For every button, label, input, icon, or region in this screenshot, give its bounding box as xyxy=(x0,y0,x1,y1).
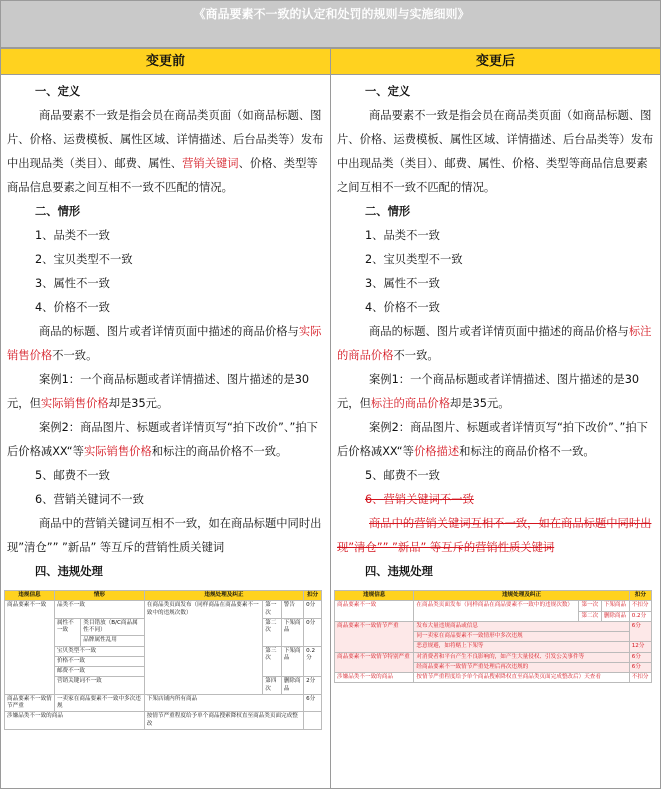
changed-text: 实际销售价格 xyxy=(7,325,322,362)
situations-heading: 二、情形 xyxy=(365,205,411,218)
case-2: 案例2：商品图片、标题或者详情页写“拍下改价”、”拍下后价格减XX“等价格描述和标注的商品价格不一致。 xyxy=(337,421,648,458)
table-header: 情形 xyxy=(54,591,144,601)
definition-heading: 一、定义 xyxy=(35,85,81,98)
violation-heading: 四、违规处理 xyxy=(35,565,103,578)
table-row: 商品要素不一致情节严重 发布大量违规商品或信息 6分 xyxy=(335,621,652,631)
before-violation-table xyxy=(4,590,322,730)
case-1: 案例1：一个商品标题或者详情描述、图片描述的是30元，但标注的商品价格却是35元。 xyxy=(337,373,640,410)
keyword-paragraph: 商品中的营销关键词互相不一致，如在商品标题中同时出现”清仓”” ”新品” 等互斥的营销性质关键词 xyxy=(7,517,322,554)
deleted-item: 6、营销关键词不一致 xyxy=(365,493,474,506)
situation-item: 5、邮费不一致 xyxy=(35,469,110,482)
table-header: 扣分 xyxy=(304,591,322,601)
table-row: 经商品要素不一致情节严重处理后再次违规的 6分 xyxy=(335,662,652,672)
table-row: 宝贝类型不一致 第三次 下架商品 0.2分 xyxy=(5,646,322,656)
violation-heading: 四、违规处理 xyxy=(365,565,433,578)
table-row: 恶意规避，如将赌上下架等 12分 xyxy=(335,642,652,652)
situations-heading: 二、情形 xyxy=(35,205,81,218)
table-row: 价格不一致 xyxy=(5,656,322,666)
changed-text: 价格描述 xyxy=(413,445,460,458)
case-1: 案例1：一个商品标题或者详情描述、图片描述的是30元，但实际销售价格却是35元。 xyxy=(7,373,310,410)
table-header: 违规处理及纠正 xyxy=(414,591,629,601)
table-row: 涉嫌品类不一致的商品 按情节严重程度给予单个商品搜索降权直至商品类页面完成整改 xyxy=(5,712,322,730)
situation-item: 3、属性不一致 xyxy=(35,277,110,290)
situation-item: 2、宝贝类型不一致 xyxy=(365,253,463,266)
price-paragraph: 商品的标题、图片或者详情页面中描述的商品价格与实际销售价格不一致。 xyxy=(7,325,322,362)
after-violation-table xyxy=(334,590,652,683)
case-2: 案例2：商品图片、标题或者详情页写“拍下改价”、”拍下后价格减XX“等实际销售价格和标注的商品价格不一致。 xyxy=(7,421,318,458)
situation-item: 5、邮费不一致 xyxy=(365,469,440,482)
table-row: 邮费不一致 xyxy=(5,667,322,677)
definition-text: 商品要素不一致是指会员在商品类页面（如商品标题、图片、价格、运费模板、属性区域、详情描述、后台品类等）发布中出现品类（类目）、邮费、属性、营销关键词、价格、类型等商品信息要素之间互相不一致不匹配的情况。 xyxy=(7,109,324,194)
changed-text: 实际销售价格 xyxy=(83,445,152,458)
situation-item: 1、品类不一致 xyxy=(365,229,440,242)
table-header: 违规信息 xyxy=(5,591,55,601)
changed-text: 实际销售价格 xyxy=(40,397,109,410)
definition-heading: 一、定义 xyxy=(365,85,411,98)
deleted-paragraph: 商品中的营销关键词互相不一致，如在商品标题中同时出现”清仓”” ”新品” 等互斥的营销性质关键词 xyxy=(337,517,652,554)
table-row: 属性不一致 类目错放（B/C商品属性不同） 第二次 下架商品 0分 xyxy=(5,618,322,636)
table-header: 违规信息 xyxy=(335,591,414,601)
table-row: 同一卖家在商品要素不一致情形中多次违规 xyxy=(335,632,652,642)
price-paragraph: 商品的标题、图片或者详情页面中描述的商品价格与标注的商品价格不一致。 xyxy=(337,325,652,362)
changed-text: 标注的商品价格 xyxy=(337,325,652,362)
table-row: 商品要素不一致情节特别严重 对消费者和平台产生不良影响的，如产生大量侵权、引发公关事件等 6分 xyxy=(335,652,652,662)
situation-item: 2、宝贝类型不一致 xyxy=(35,253,133,266)
table-row: 涉嫌品类不一致的商品 按情节严重程度给予单个商品搜索降权直至商品类页面完成整改后）天查看 不扣分 xyxy=(335,673,652,683)
after-column xyxy=(330,74,661,789)
document-title: 《商品要素不一致的认定和处罚的规则与实施细则》 xyxy=(193,7,470,21)
situation-item: 6、营销关键词不一致 xyxy=(35,493,144,506)
situation-item: 3、属性不一致 xyxy=(365,277,440,290)
situation-item: 4、价格不一致 xyxy=(35,301,110,314)
definition-text: 商品要素不一致是指会员在商品类页面（如商品标题、图片、价格、运费模板、属性区域、详情描述、后台品类等）发布中出现品类（类目）、邮费、属性、价格、类型等商品信息要素之间互相不一致不匹配的情况。 xyxy=(337,109,654,194)
table-row: 品牌属性乱用 xyxy=(5,636,322,646)
table-header: 扣分 xyxy=(629,591,651,601)
table-row: 营销关键词不一致 第四次 删除商品 2分 xyxy=(5,677,322,695)
changed-text: 营销关键词 xyxy=(182,157,239,170)
changed-text: 标注的商品价格 xyxy=(370,397,450,410)
table-header: 违规处理及纠正 xyxy=(144,591,303,601)
situation-item: 1、品类不一致 xyxy=(35,229,110,242)
document-title-bar xyxy=(0,0,661,48)
table-row: 商品要素不一致 品类不一致 在商品类页面发布（同样商品在商品要素不一致中的违规次数） 第一次 警告 0分 xyxy=(5,601,322,619)
table-row: 第二次 删除商品 0.2分 xyxy=(335,611,652,621)
situation-item: 4、价格不一致 xyxy=(365,301,440,314)
table-row: 商品要素不一致 在商品类页面发布（同样商品在商品要素不一致中的违规次数） 第一次 下架商品 不扣分 xyxy=(335,601,652,611)
after-column-header: 变更后 xyxy=(330,48,661,75)
table-row: 商品要素不一致情节严重 一卖家在商品要素不一致中多次违规 下架店铺内所有商品 6分 xyxy=(5,694,322,712)
before-column-header: 变更前 xyxy=(0,48,331,75)
before-column xyxy=(0,74,331,789)
